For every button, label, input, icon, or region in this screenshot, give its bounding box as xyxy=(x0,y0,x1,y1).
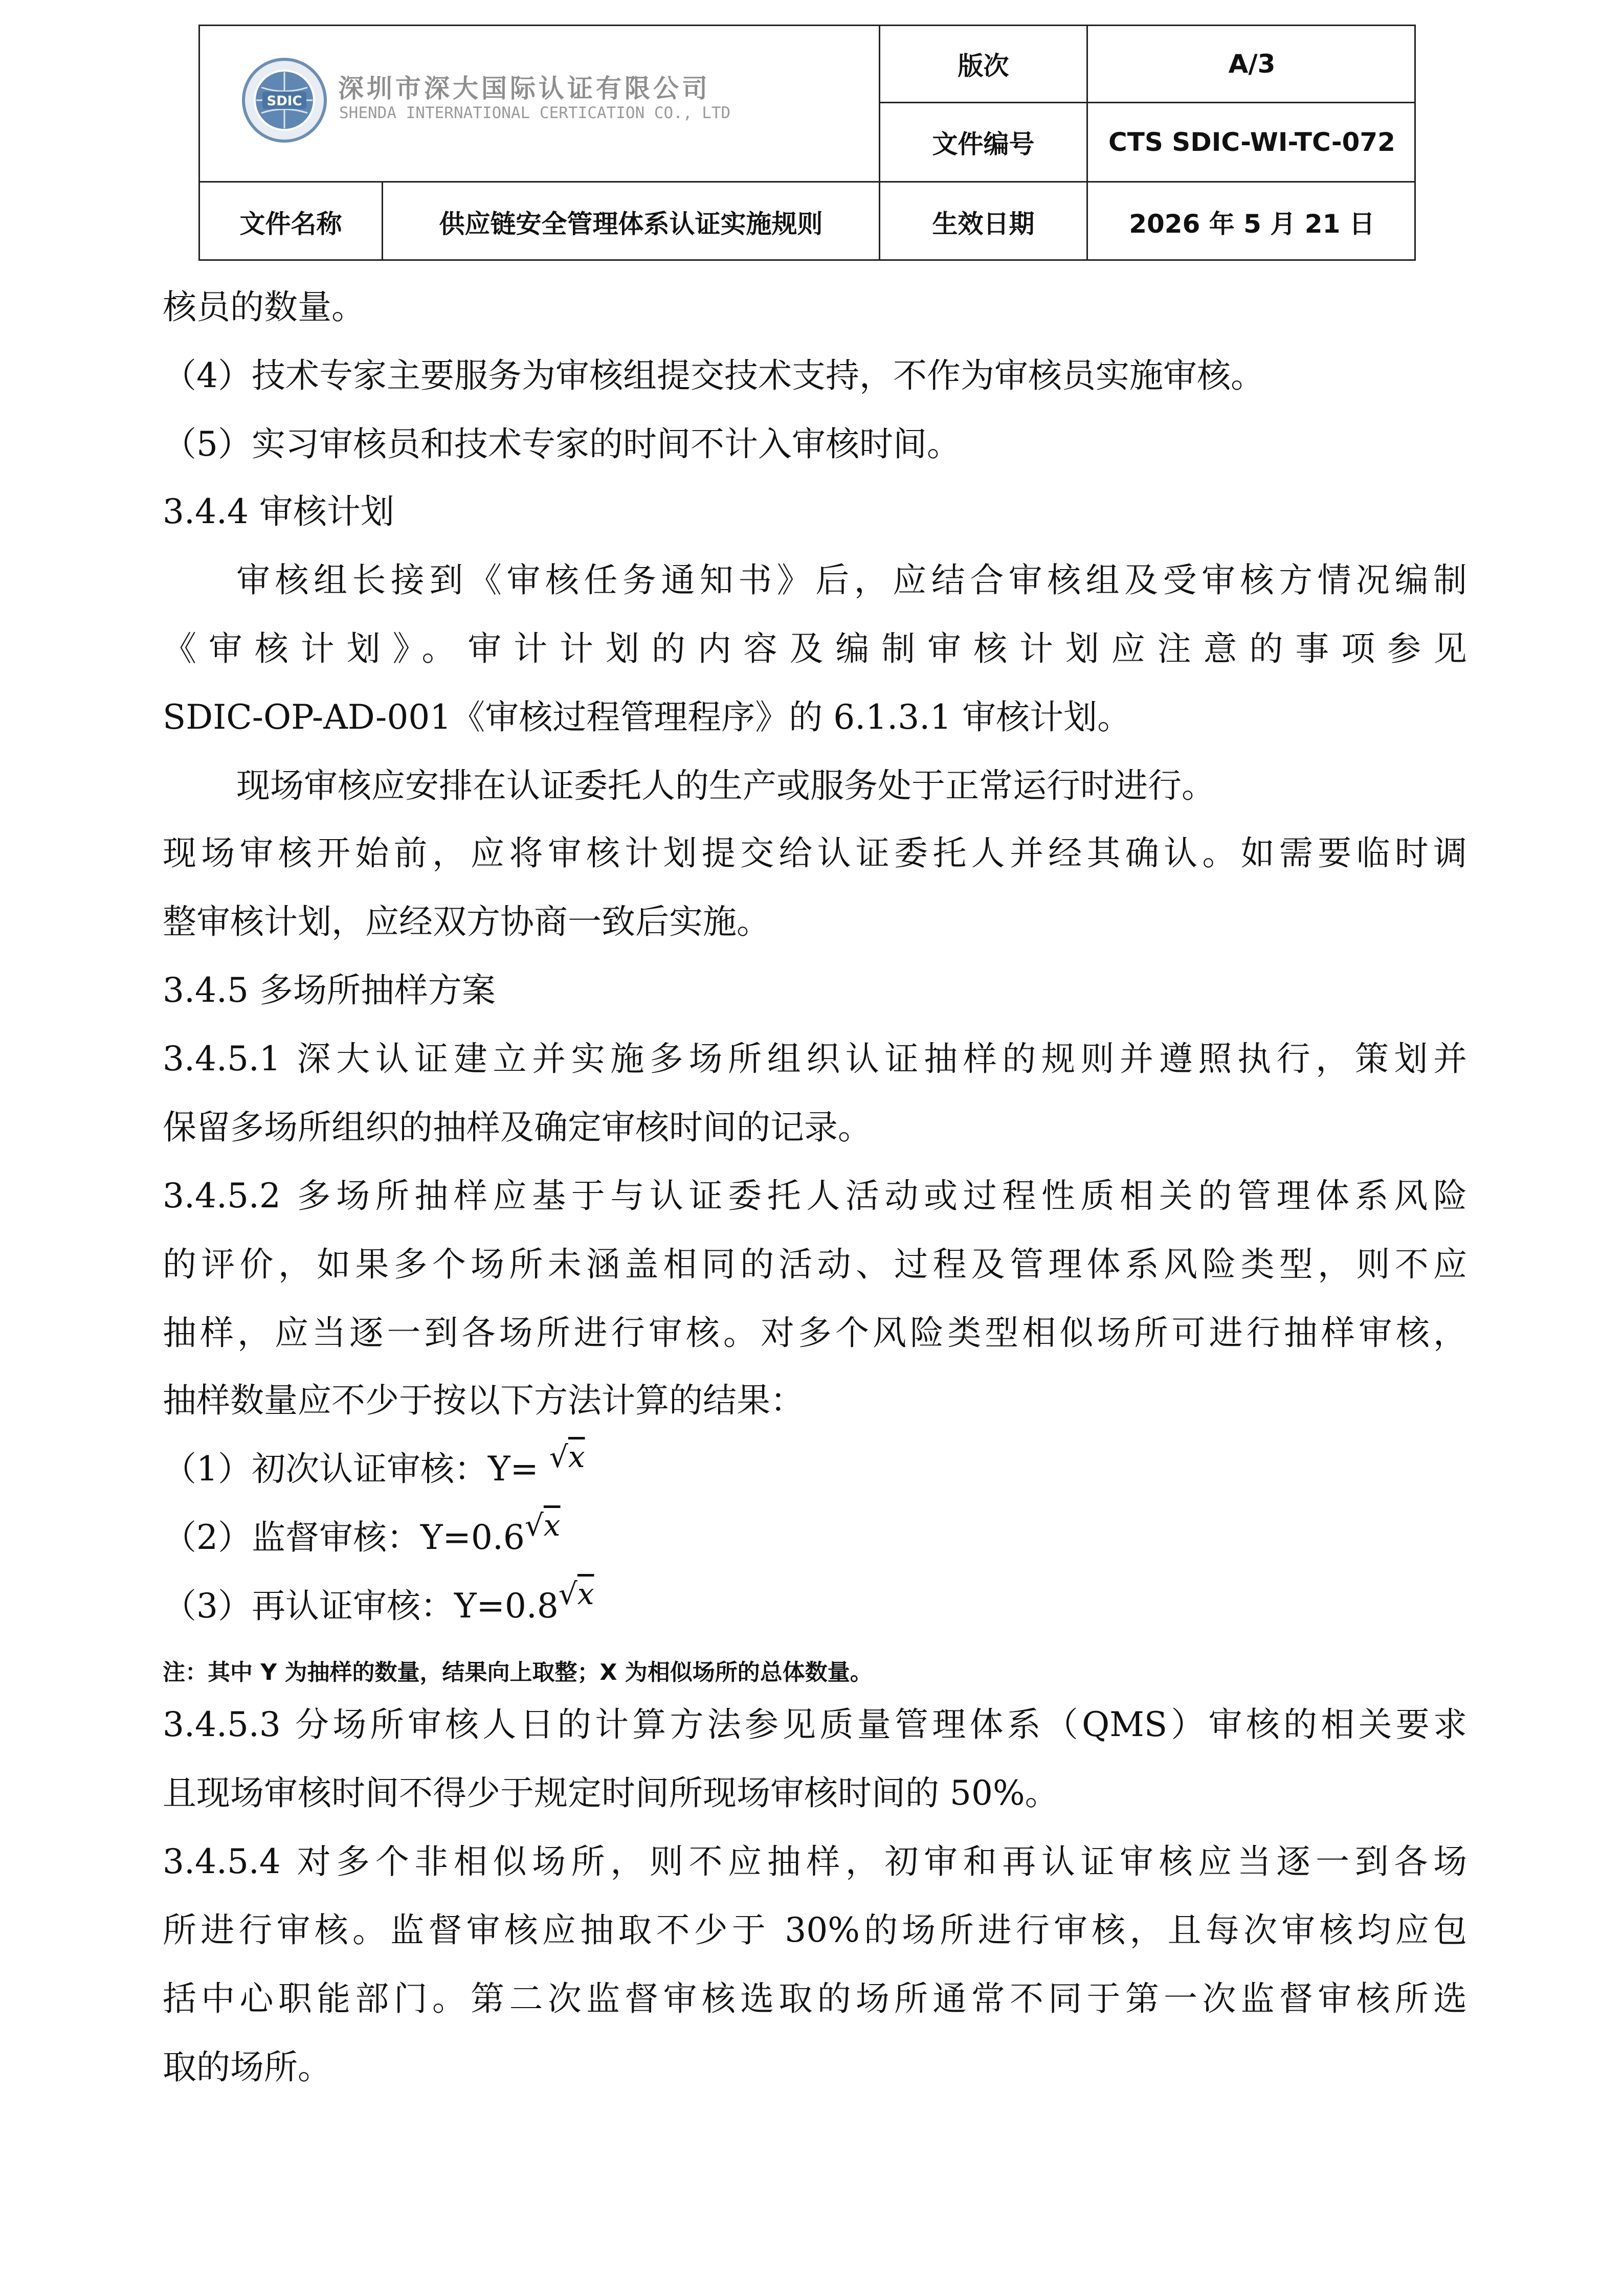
paragraph-line: 3.4.5.4 对多个非相似场所，则不应抽样，初审和再认证审核应当逐一到各场 xyxy=(163,1842,1467,1881)
logo-text: SDIC xyxy=(266,94,302,109)
date-value: 2026 年 5 月 21 日 xyxy=(1129,209,1375,239)
paragraph-line: 的评价，如果多个场所未涵盖相同的活动、过程及管理体系风险类型，则不应 xyxy=(163,1245,1467,1284)
paragraph-line: 核员的数量。 xyxy=(163,287,365,327)
section-heading: 3.4.4 审核计划 xyxy=(163,492,394,531)
paragraph-line: 所进行审核。监督审核应抽取不少于 30%的场所进行审核，且每次审核均应包 xyxy=(163,1910,1467,1950)
date-label: 生效日期 xyxy=(932,209,1035,239)
paragraph-line: 《审核计划》。审计计划的内容及编制审核计划应注意的事项参见 xyxy=(163,629,1467,668)
company-logo xyxy=(241,57,328,144)
paragraph-line: 现场审核开始前，应将审核计划提交给认证委托人并经其确认。如需要临时调 xyxy=(163,834,1467,873)
paragraph-line: 括中心职能部门。第二次监督审核选取的场所通常不同于第一次监督审核所选 xyxy=(163,1979,1467,2018)
paragraph-line: 抽样数量应不少于按以下方法计算的结果： xyxy=(163,1381,804,1420)
paragraph-line: 现场审核应安排在认证委托人的生产或服务处于正常运行时进行。 xyxy=(236,766,1215,805)
paragraph-line: （4）技术专家主要服务为审核组提交技术支持，不作为审核员实施审核。 xyxy=(163,356,1264,395)
paragraph-line: 3.4.5.3 分场所审核人日的计算方法参见质量管理体系（QMS）审核的相关要求 xyxy=(163,1705,1467,1744)
section-heading: 3.4.5 多场所抽样方案 xyxy=(163,971,496,1010)
paragraph-line: 3.4.5.2 多场所抽样应基于与认证委托人活动或过程性质相关的管理体系风险 xyxy=(163,1176,1467,1215)
docno-value: CTS SDIC-WI-TC-072 xyxy=(1108,127,1395,157)
version-value: A/3 xyxy=(1228,49,1276,79)
paragraph-line: （5）实习审核员和技术专家的时间不计入审核时间。 xyxy=(163,424,961,464)
sqrt-symbol: √x xyxy=(549,1439,585,1474)
company-name-cn: 深圳市深大国际认证有限公司 xyxy=(338,74,710,103)
sqrt-symbol: √x xyxy=(558,1577,594,1611)
paragraph-line: 抽样，应当逐一到各场所进行审核。对多个风险类型相似场所可进行抽样审核， xyxy=(163,1313,1467,1353)
sqrt-symbol: √x xyxy=(524,1508,561,1543)
name-label: 文件名称 xyxy=(239,209,342,239)
note-text: 注：其中 Y 为抽样的数量，结果向上取整；X 为相似场所的总体数量。 xyxy=(163,1659,873,1685)
paragraph-line: SDIC-OP-AD-001《审核过程管理程序》的 6.1.3.1 审核计划。 xyxy=(163,697,1131,737)
paragraph-line: 取的场所。 xyxy=(163,2047,331,2087)
formula-surveillance: （2）监督审核：Y=0.6√x xyxy=(163,1508,561,1557)
document-header-table xyxy=(198,25,1416,261)
company-name-en: SHENDA INTERNATIONAL CERTICATION CO., LTD xyxy=(339,104,731,122)
paragraph-line: 审核组长接到《审核任务通知书》后，应结合审核组及受审核方情况编制 xyxy=(236,560,1467,600)
paragraph-line: 整审核计划，应经双方协商一致后实施。 xyxy=(163,902,770,941)
version-label: 版次 xyxy=(958,51,1009,81)
name-value: 供应链安全管理体系认证实施规则 xyxy=(439,209,823,239)
paragraph-line: 3.4.5.1 深大认证建立并实施多场所组织认证抽样的规则并遵照执行，策划并 xyxy=(163,1039,1467,1078)
formula-initial: （1）初次认证审核：Y= √x xyxy=(163,1439,585,1489)
paragraph-line: 且现场审核时间不得少于规定时间所现场审核时间的 50%。 xyxy=(163,1773,1059,1813)
docno-label: 文件编号 xyxy=(932,129,1035,159)
paragraph-line: 保留多场所组织的抽样及确定审核时间的记录。 xyxy=(163,1108,872,1147)
formula-recertification: （3）再认证审核：Y=0.8√x xyxy=(163,1577,594,1626)
